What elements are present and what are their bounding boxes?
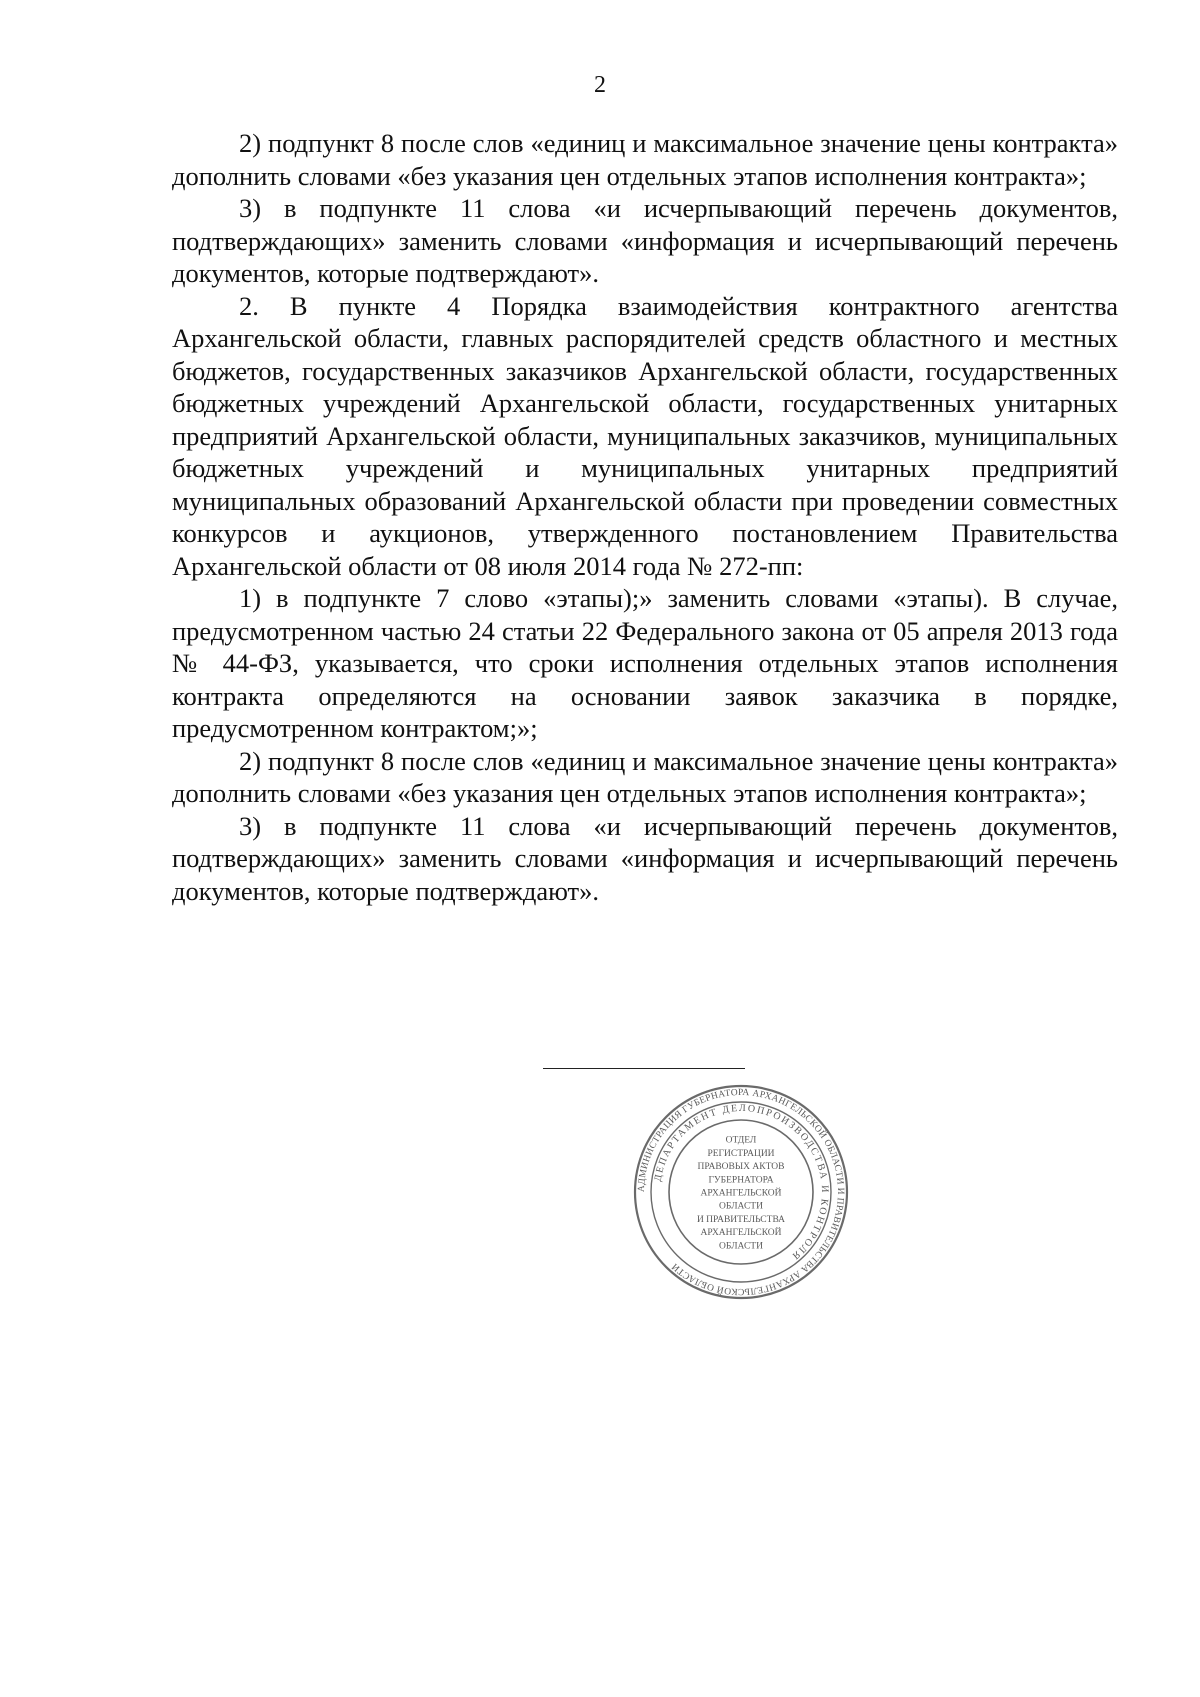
seal-center-line: ОБЛАСТИ [719, 1201, 763, 1212]
page-number: 2 [594, 72, 606, 98]
seal-graphic [632, 1083, 850, 1301]
end-divider [543, 1068, 745, 1069]
seal-center-line: И ПРАВИТЕЛЬСТВА [696, 1214, 786, 1225]
seal-center-line: ОТДЕЛ [725, 1135, 757, 1146]
seal-center-line: ПРАВОВЫХ АКТОВ [697, 1162, 785, 1173]
paragraph-subitem-11-second: 3) в подпункте 11 слова «и исчерпывающий перечень документов, подтверждающих» заменить словами «информация и исчерпывающий перечень документов, которые подтверждают». [172, 810, 1118, 906]
official-seal [632, 1083, 850, 1301]
seal-center-text [697, 1136, 785, 1252]
paragraph-subitem-7: 1) в подпункте 7 слово «этапы);» заменить словами «этапы). В случае, предусмотренном частью 24 статьи 22 Федерального закона от 05 апреля 2013 года № 44-ФЗ, указывается, что сроки исполнения отдельных этапов исполнения контракта определяются на основании заявок заказчика в порядке, предусмотренном контрактом;»; [172, 583, 1118, 743]
seal-center-line: ГУБЕРНАТОРА [708, 1175, 774, 1186]
seal-inner-text: ДЕПАРТАМЕНТ ДЕЛОПРОИЗВОДСТВА И КОНТРОЛЯ [652, 1102, 831, 1263]
paragraph-item-2: 2. В пункте 4 Порядка взаимодействия контрактного агентства Архангельской области, главных распорядителей средств областного и местных бюджетов, государственных заказчиков Архангельской области, государственных бюджетных учреждений Архангельской области, государственных унитарных предприятий Архангельской области, муниципальных заказчиков, муниципальных бюджетных учреждений и муниципальных унитарных предприятий муниципальных образований Архангельской области при проведении совместных конкурсов и аукционов, утвержденного постановлением Правительства Архангельской области от 08 июля 2014 года № 272-пп: [172, 290, 1118, 581]
seal-center-line: РЕГИСТРАЦИИ [707, 1148, 775, 1159]
paragraph-subitem-11: 3) в подпункте 11 слова «и исчерпывающий перечень документов, подтверждающих» заменить словами «информация и исчерпывающий перечень документов, которые подтверждают». [172, 193, 1118, 288]
seal-center-line: ОБЛАСТИ [719, 1241, 763, 1252]
seal-center-line: АРХАНГЕЛЬСКОЙ [700, 1228, 782, 1239]
seal-center-line: АРХАНГЕЛЬСКОЙ [700, 1188, 782, 1199]
seal-outer-text: АДМИНИСТРАЦИЯ ГУБЕРНАТОРА АРХАНГЕЛЬСКОЙ ОБЛАСТИ И ПРАВИТЕЛЬСТВА АРХАНГЕЛЬСКОЙ ОБЛАСТИ [636, 1087, 846, 1297]
document-body [172, 127, 1118, 907]
paragraph-subitem-8-second: 2) подпункт 8 после слов «единиц и максимальное значение цены контракта» дополнить словами «без указания цен отдельных этапов исполнения контракта»; [172, 745, 1118, 808]
paragraph-subitem-8: 2) подпункт 8 после слов «единиц и максимальное значение цены контракта» дополнить словами «без указания цен отдельных этапов исполнения контракта»; [172, 128, 1118, 191]
